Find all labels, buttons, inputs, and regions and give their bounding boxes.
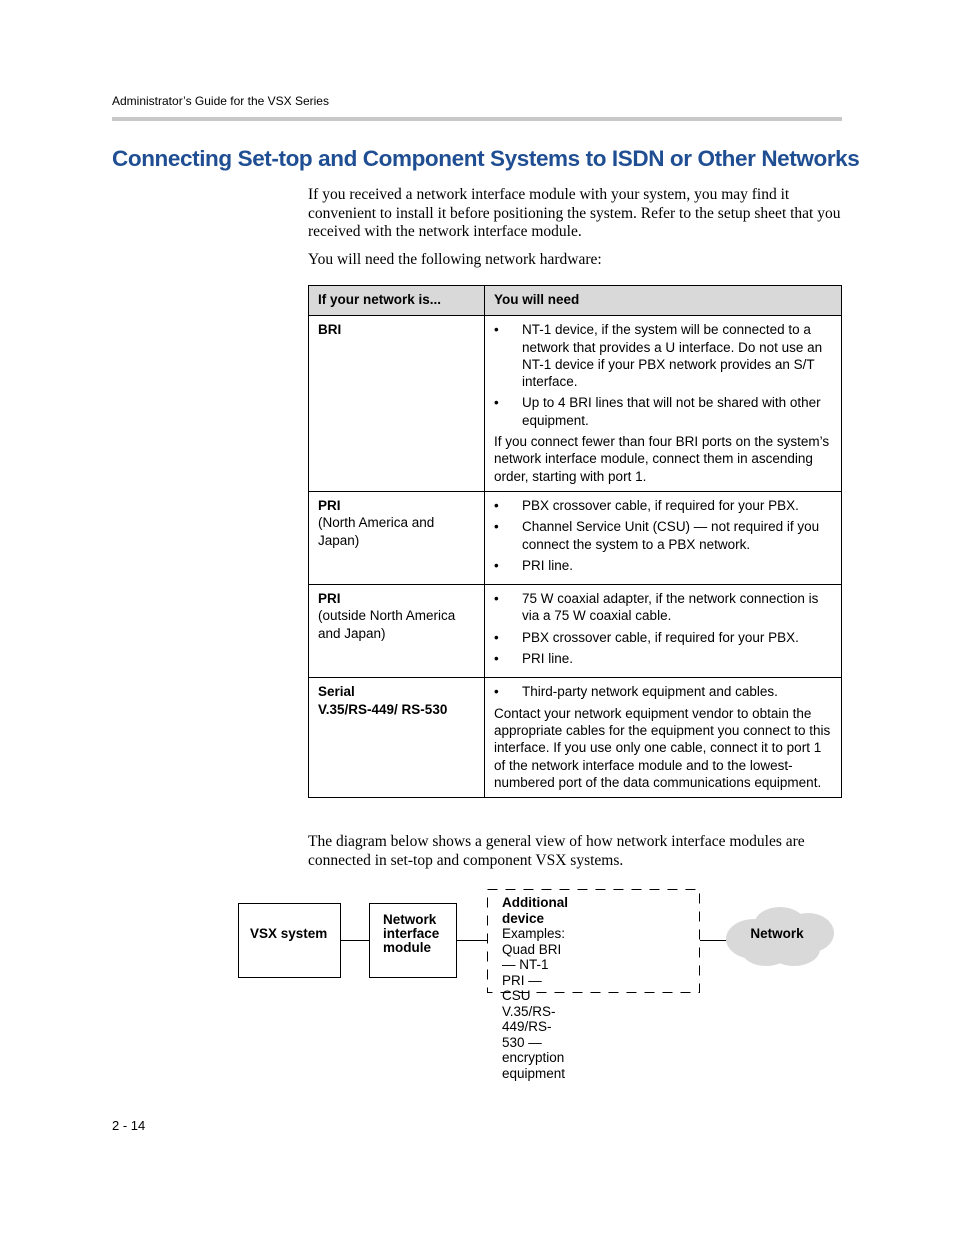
requirement-item [494,629,832,646]
bullet-icon: • [494,395,499,411]
diagram-intro: The diagram below shows a general view of how network interface modules are connected in set-top and component VSX systems. [308,833,805,869]
requirements-cell [485,316,842,492]
page-number: 2 - 14 [112,1118,146,1133]
additional-device-title: Additional device [502,895,568,926]
running-header: Administrator’s Guide for the VSX Series [112,94,329,108]
requirement-text: Third-party network equipment and cables. [522,684,778,700]
bullet-icon: • [494,519,499,535]
additional-device-text [502,895,568,1081]
requirement-item [494,683,832,700]
network-type-name: Serial V.35/RS-449/ RS-530 [318,684,448,717]
network-hardware-table [308,285,842,798]
network-type-note: (North America and Japan) [318,515,435,548]
requirement-text: 75 W coaxial adapter, if the network connection is via a 75 W coaxial cable. [522,591,819,624]
requirements-cell [485,678,842,798]
network-type-note: (outside North America and Japan) [318,608,456,641]
column-header-need: You will need [485,286,842,316]
additional-device-line: PRI — CSU [502,972,542,1003]
requirements-cell [485,585,842,678]
requirement-text: Up to 4 BRI lines that will not be shared with other equipment. [522,395,821,428]
requirements-list [494,590,832,667]
requirement-text: PRI line. [522,651,574,667]
table-row [309,678,842,798]
intro-paragraph: If you received a network interface module with your system, you may find it convenient to install it before positioning the system. Refer to the setup sheet that you received with the network interface module. [308,186,841,240]
network-type-cell [309,491,485,584]
requirement-text: PRI line. [522,557,574,573]
requirements-list [494,321,832,429]
network-interface-module-box [369,903,457,978]
network-type-cell [309,585,485,678]
table-header-row [309,286,842,316]
vsx-system-label: VSX system [250,926,328,941]
network-type-name: PRI [318,591,341,607]
hardware-lead-in: You will need the following network hardware: [308,251,602,268]
table-row [309,491,842,584]
requirement-item [494,590,832,625]
additional-device-line: Quad BRI — NT-1 [502,941,562,972]
bullet-icon: • [494,591,499,607]
bullet-icon: • [494,651,499,667]
additional-device-line: encryption equipment [502,1050,566,1081]
requirements-note: If you connect fewer than four BRI ports on the system’s network interface module, connect them in ascending order, starting with port 1. [494,434,830,484]
requirement-text: PBX crossover cable, if required for your PBX. [522,497,799,513]
network-type-cell [309,678,485,798]
bullet-icon: • [494,629,499,645]
requirements-list [494,683,832,700]
requirement-item [494,650,832,667]
additional-device-line: Examples: [502,926,566,941]
network-label: Network [750,926,804,941]
bullet-icon: • [494,322,499,338]
requirements-list [494,497,832,574]
network-type-name: BRI [318,322,342,338]
column-header-network: If your network is... [309,286,485,316]
table-row [309,316,842,492]
additional-device-line: V.35/RS-449/RS-530 — [502,1003,556,1050]
requirement-item [494,394,832,429]
network-type-cell [309,316,485,492]
connector-line [341,940,369,941]
requirement-item [494,557,832,574]
bullet-icon: • [494,557,499,573]
requirement-item [494,497,832,514]
bullet-icon: • [494,497,499,513]
network-interface-module-label: Network interface module [383,912,440,955]
table-row [309,585,842,678]
requirements-note: Contact your network equipment vendor to obtain the appropriate cables for the equipment you connect to this interface. If you use only one cable, connect it to port 1 of the network interface module and to the lowest-numbered port of the data communications equipment. [494,705,831,790]
requirements-cell [485,491,842,584]
requirement-text: NT-1 device, if the system will be connected to a network that provides a U interface. Do not use an NT-1 device if your PBX network provides an S/T interface. [522,322,823,390]
vsx-system-box [238,903,341,978]
section-title: Connecting Set-top and Component Systems to ISDN or Other Networks [112,146,860,171]
connector-line [457,940,487,941]
requirement-text: Channel Service Unit (CSU) — not required if you connect the system to a PBX network. [522,519,820,552]
requirement-text: PBX crossover cable, if required for your PBX. [522,629,799,645]
requirement-item [494,518,832,553]
requirement-item [494,321,832,390]
header-rule [112,117,842,121]
bullet-icon: • [494,684,499,700]
network-type-name: PRI [318,497,341,513]
